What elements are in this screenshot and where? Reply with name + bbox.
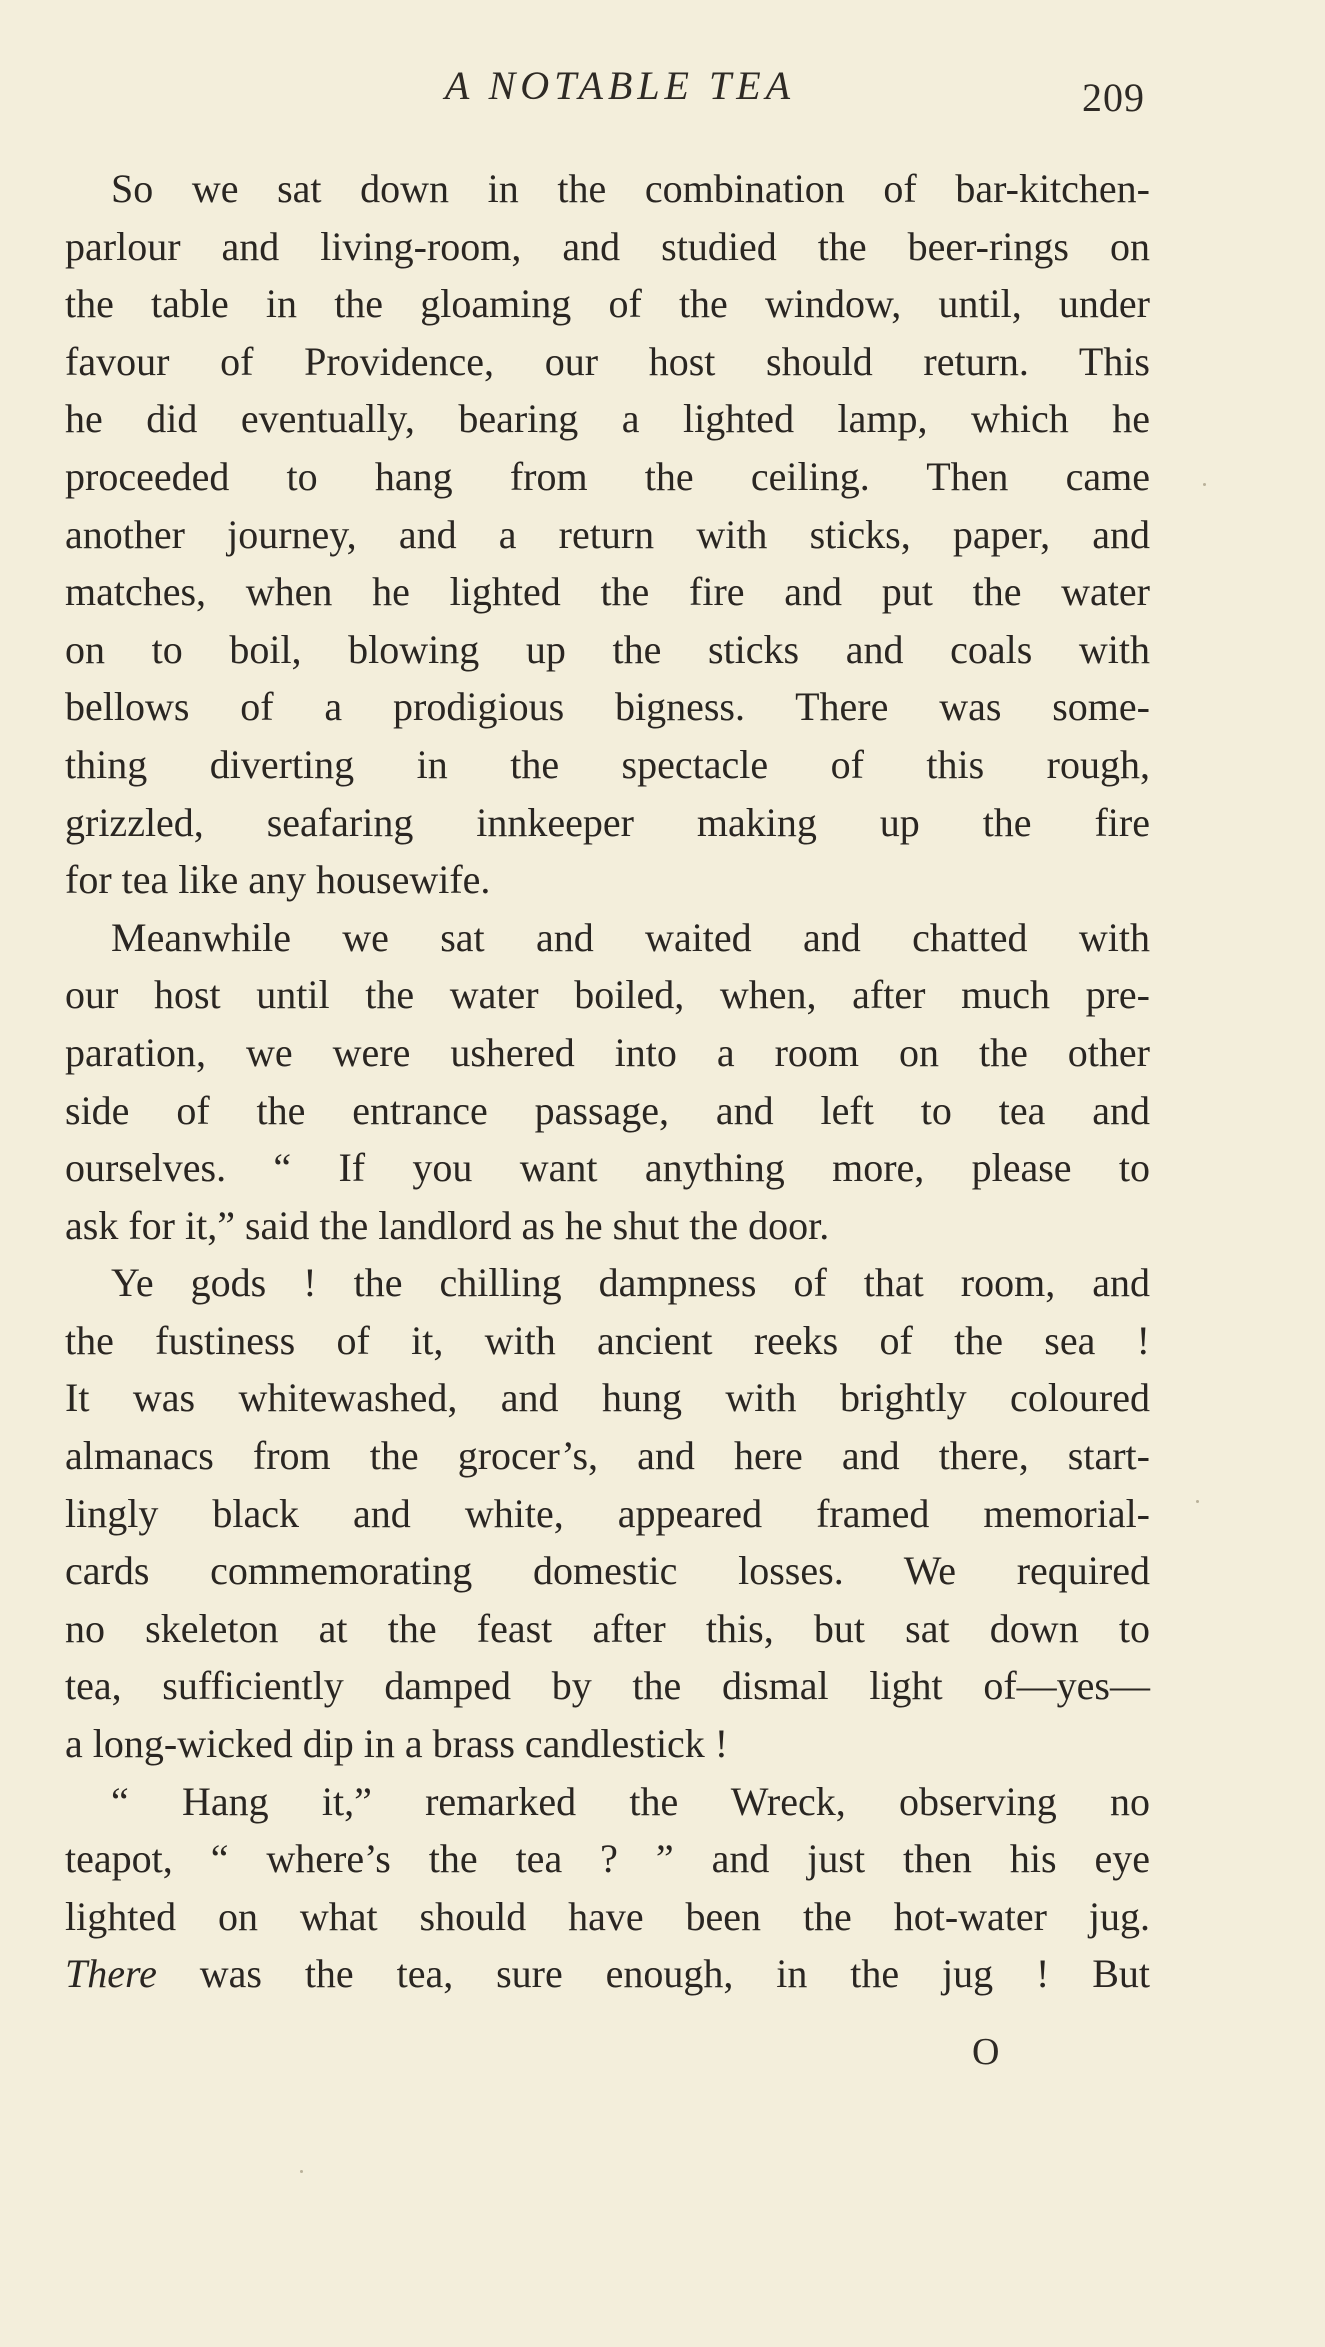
- text-line: Meanwhile we sat and waited and chatted with: [111, 914, 1150, 960]
- text-line: Ye gods ! the chilling dampness of that room, and: [111, 1260, 1150, 1306]
- text-line: the table in the gloaming of the window, until, under: [65, 281, 1150, 327]
- text-line: almanacs from the grocer’s, and here and there, start-: [65, 1433, 1150, 1479]
- text-line: a long-wicked dip in a brass candlestick !: [65, 1721, 729, 1767]
- text-line: teapot, “ where’s the tea ? ” and just then his eye: [65, 1836, 1150, 1882]
- text-line: another journey, and a return with sticks, paper, and: [65, 511, 1150, 557]
- text-line: side of the entrance passage, and left to tea and: [65, 1087, 1150, 1133]
- running-head: [0, 62, 1325, 122]
- text-line: thing diverting in the spectacle of this rough,: [65, 741, 1150, 787]
- text-line: So we sat down in the combination of bar-kitchen-: [111, 166, 1150, 211]
- paper-speck: [1203, 483, 1206, 486]
- text-line: paration, we were ushered into a room on the other: [65, 1029, 1150, 1075]
- text-line: tea, sufficiently damped by the dismal light of—yes—: [65, 1663, 1150, 1709]
- italic-word: There: [65, 1951, 157, 1997]
- text-line: the fustiness of it, with ancient reeks of the sea !: [65, 1317, 1150, 1363]
- running-title: A NOTABLE TEA: [444, 63, 796, 108]
- text-line: “ Hang it,” remarked the Wreck, observing no: [111, 1778, 1150, 1824]
- text-line: parlour and living-room, and studied the beer-rings on: [65, 223, 1150, 269]
- text-line: cards commemorating domestic losses. We required: [65, 1548, 1150, 1594]
- paper-speck: [300, 2170, 303, 2173]
- text-line: matches, when he lighted the fire and put the water: [65, 569, 1150, 615]
- signature-mark: O: [972, 2031, 1000, 2073]
- page-number: 209: [1082, 75, 1145, 120]
- text-line: grizzled, seafaring innkeeper making up the fire: [65, 799, 1150, 845]
- text-line: on to boil, blowing up the sticks and coals with: [65, 626, 1150, 672]
- text-line: lingly black and white, appeared framed memorial-: [65, 1490, 1150, 1536]
- text-line: no skeleton at the feast after this, but sat down to: [65, 1605, 1150, 1651]
- text-line: for tea like any housewife.: [65, 857, 491, 903]
- text-line: [65, 1945, 1150, 2003]
- text-line: our host until the water boiled, when, after much pre-: [65, 972, 1150, 1018]
- text-line: bellows of a prodigious bigness. There was some-: [65, 684, 1150, 730]
- paper-speck: [1196, 1500, 1199, 1503]
- text-line: proceeded to hang from the ceiling. Then came: [65, 453, 1150, 499]
- text-line: ask for it,” said the landlord as he shut the door.: [65, 1202, 830, 1248]
- text-line: lighted on what should have been the hot-water jug.: [65, 1893, 1150, 1939]
- text-line: ourselves. “ If you want anything more, please to: [65, 1145, 1150, 1191]
- body-text: [65, 160, 1150, 2003]
- text-line: he did eventually, bearing a lighted lamp, which he: [65, 396, 1150, 442]
- text-line: favour of Providence, our host should return. This: [65, 338, 1150, 384]
- text-line: It was whitewashed, and hung with brightly coloured: [65, 1375, 1150, 1421]
- text-line-rest: was the tea, sure enough, in the jug ! But: [156, 1951, 1150, 1997]
